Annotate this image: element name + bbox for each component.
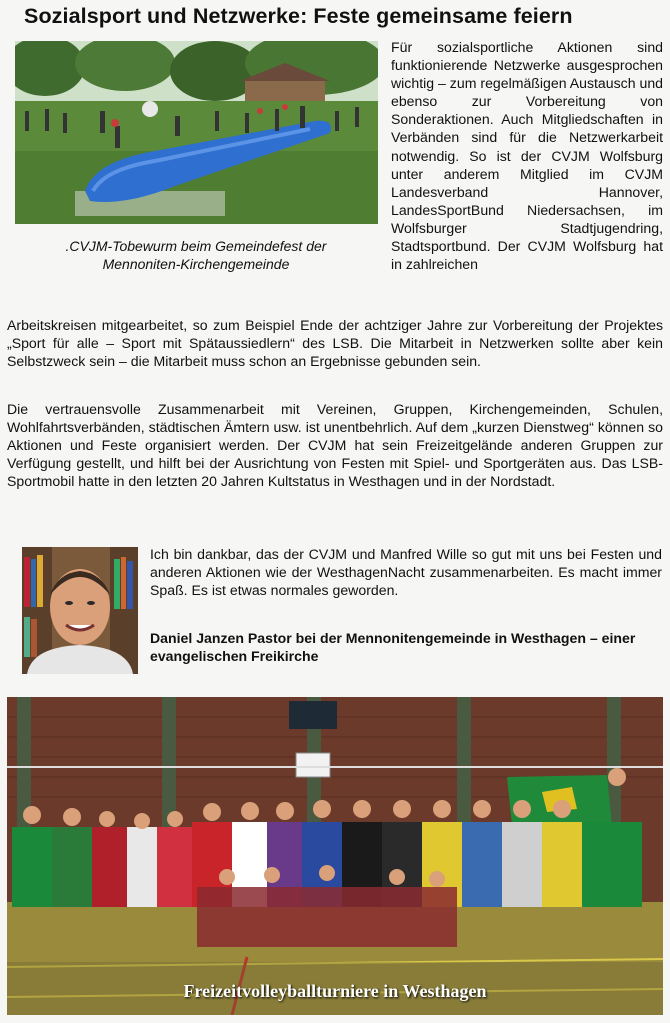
volleyball-team-photo [7, 697, 663, 1015]
pastor-portrait [22, 547, 138, 674]
festival-photo-caption: .CVJM-Tobewurm beim Gemeindefest der Mennoniten-Kirchengemeinde [65, 238, 327, 272]
volleyball-photo-caption: Freizeitvolleyballturniere in Westhagen [183, 981, 487, 1001]
paragraph-networks-top: Für sozialsportliche Aktionen sind funktionierende Netzwerke ausgesprochen wichtig – zum regelmäßigen Austausch und ebenso zur Vorbereitung von Sonderaktionen. Auch Mitgliedschaften in Verbänden sind für die Netzwerkarbeit notwendig. So ist der CVJM Wolfsburg unter anderem Mitglied im CVJM Landesverband Hannover, LandesSportBund Niedersachsen, im Wolfsburger Stadtjugendring, Stadtsportbund. Der CVJM Wolfsburg hat in zahlreichen [391, 39, 663, 273]
quote-author: Daniel Janzen Pastor bei der Mennonitengemeinde in Westhagen – einer evangelischen Freikirche [150, 630, 636, 665]
article-title: Sozialsport und Netzwerke: Feste gemeinsame feiern [24, 4, 573, 28]
pastor-quote: Ich bin dankbar, das der CVJM und Manfred Wille so gut mit uns bei Festen und anderen Aktionen wie der WesthagenNacht zusammenarbeiten. Es macht immer Spaß. Es ist etwas normales geworden. [150, 546, 662, 599]
paragraph-cooperation: Die vertrauensvolle Zusammenarbeit mit Vereinen, Gruppen, Kirchengemeinden, Schulen, Wohlfahrtsverbänden, städtischen Ämtern usw. ist unentbehrlich. Auf dem „kurzen Dienstweg“ können so Aktionen und Feste organisiert werden. Der CVJM hat sein Freizeitgelände anderen Gruppen zur Verfügung gestellt, und hilft bei der Ausrichtung von Festen mit Spiel- und Sportgeräten aus. Das LSB-Sportmobil hatte in den letzten 20 Jahren Kultstatus in Westhagen und in der Nordstadt. [7, 401, 663, 490]
festival-photo [15, 41, 378, 224]
paragraph-networks-rest: Arbeitskreisen mitgearbeitet, so zum Beispiel Ende der achtziger Jahre zur Vorbereitung der Projektes „Sport für alle – Sport mit Spätaussiedlern“ des LSB. Die Mitarbeit in Netzwerken sollte aber kein Selbstzweck sein – die Mitarbeit muss schon an Ergebnisse gebunden sein. [7, 317, 663, 370]
